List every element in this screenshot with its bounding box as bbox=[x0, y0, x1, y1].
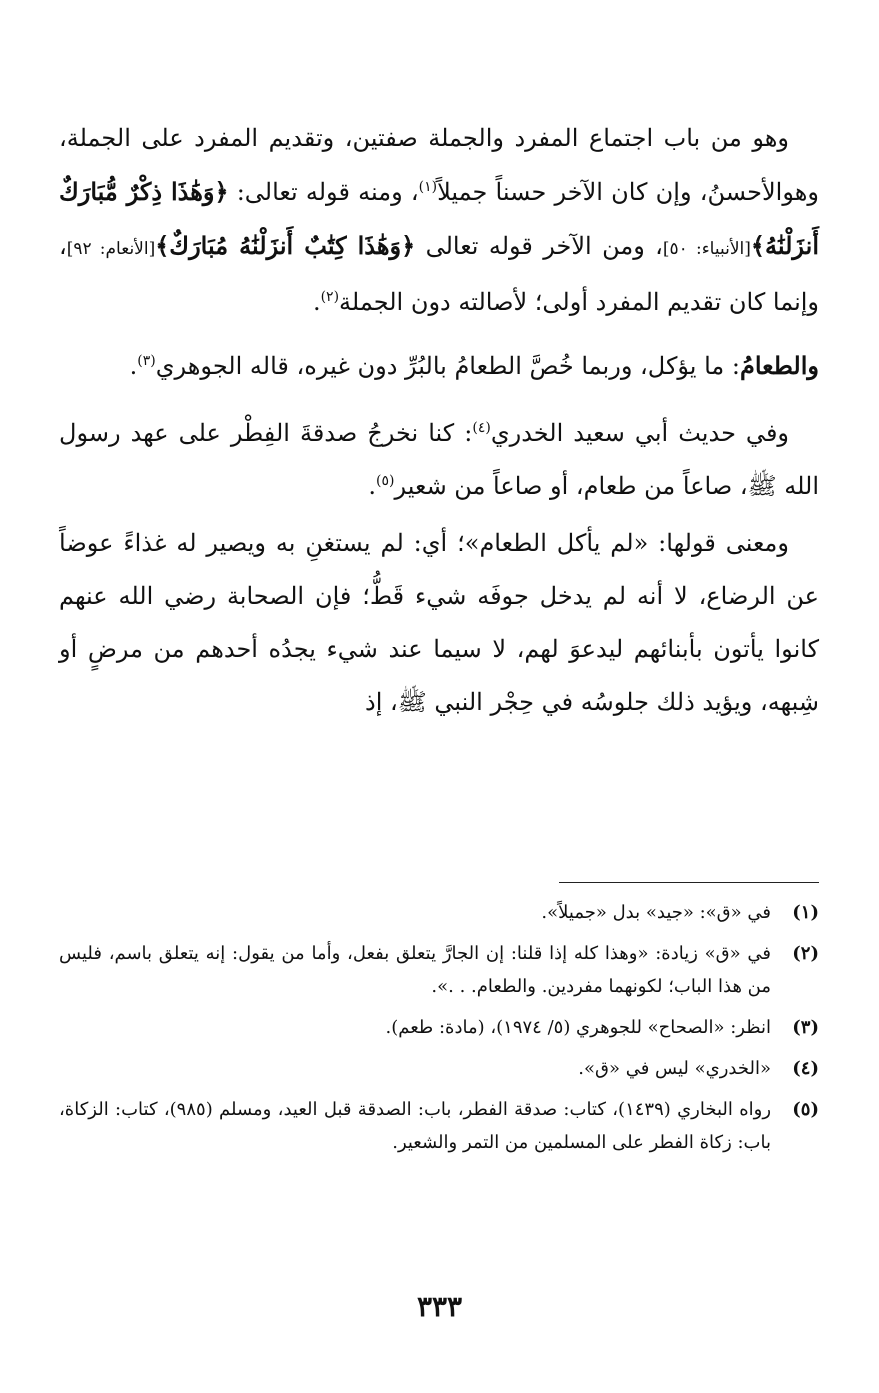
paragraph-text: ، ومنه قوله تعالى: bbox=[228, 178, 419, 206]
quran-verse-2: ﴿وَهَٰذَا كِتَٰبٌ أَنزَلْنَٰهُ مُبَارَكٌ﴾ bbox=[155, 231, 416, 260]
defined-term: والطعامُ bbox=[739, 351, 819, 380]
footnote-4 bbox=[59, 1052, 819, 1085]
footnote-number: (٣) bbox=[792, 1017, 819, 1038]
page-number: ٣٣٣ bbox=[416, 1290, 463, 1323]
footnote-text: في «ق»: «جيد» بدل «جميلاً». bbox=[541, 902, 771, 923]
quran-verse-1: ﴿وَهَٰذَا ذِكْرٌ مُّبَارَكٌ أَنزَلْنَٰهُ﴾ bbox=[59, 177, 819, 260]
paragraph-text: : كنا نخرجُ صدقةَ الفِطْر على عهد رسول الله ﷺ، صاعاً من طعام، أو صاعاً من شعير bbox=[59, 419, 819, 500]
footnote-marker-1[interactable]: (١) bbox=[418, 179, 438, 195]
paragraph-4 bbox=[59, 517, 819, 729]
footnote-number: (٤) bbox=[792, 1058, 819, 1079]
footnote-marker-5[interactable]: (٥) bbox=[376, 473, 395, 489]
paragraph-text: . bbox=[368, 472, 377, 500]
main-text bbox=[59, 112, 819, 743]
paragraph-text: ، ومن الآخر قوله تعالى bbox=[415, 232, 663, 260]
paragraph-3 bbox=[59, 407, 819, 513]
paragraph-text: ومعنى قولها: «لم يأكل الطعام»؛ أي: لم يستغنِ به ويصير له غذاءً عوضاً عن الرضاع، لا أنه لم يدخل جوفَه شيء قَطُّ؛ فإن الصحابة رضي الله عنهم كانوا يأتون بأبنائهم ليدعوَ لهم، لا سيما عند شيء يجدُه أحدهم من مرضٍ أو شِبهه، ويؤيد ذلك جلوسُه في حِجْر النبي ﷺ، إذ bbox=[59, 529, 819, 716]
footnote-marker-3[interactable]: (٣) bbox=[137, 353, 156, 369]
paragraph-2 bbox=[59, 339, 819, 393]
paragraph-text: . bbox=[312, 288, 321, 316]
footnote-text: «الخدري» ليس في «ق». bbox=[578, 1058, 771, 1079]
verse-reference-1: [الأنبياء: ٥٠] bbox=[662, 239, 751, 259]
paragraph-text: ، وإنما كان تقديم المفرد أولى؛ لأصالته دون الجملة bbox=[59, 232, 819, 316]
paragraph-text: وهو من باب اجتماع المفرد والجملة صفتين، وتقديم المفرد على الجملة، وهوالأحسنُ، وإن كان الآخر حسناً جميلاً bbox=[59, 124, 819, 206]
paragraph-text: وفي حديث أبي سعيد الخدري bbox=[490, 419, 790, 447]
footnote-number: (٢) bbox=[792, 943, 819, 964]
footnote-separator bbox=[559, 882, 819, 883]
footnote-2 bbox=[59, 937, 819, 1003]
footnote-number: (٥) bbox=[792, 1099, 819, 1120]
paragraph-text: : ما يؤكل، وربما خُصَّ الطعامُ بالبُرِّ دون غيره، قاله الجوهري bbox=[155, 352, 740, 380]
paragraph-1 bbox=[59, 112, 819, 329]
footnote-1 bbox=[59, 896, 819, 929]
footnote-text: رواه البخاري (١٤٣٩)، كتاب: صدقة الفطر، باب: الصدقة قبل العيد، ومسلم (٩٨٥)، كتاب: الزكاة، باب: زكاة الفطر على المسلمين من التمر والشعير. bbox=[59, 1099, 772, 1153]
footnotes-list bbox=[59, 896, 819, 1167]
footnote-3 bbox=[59, 1011, 819, 1044]
verse-reference-2: [الأنعام: ٩٢] bbox=[66, 239, 156, 259]
footnote-5 bbox=[59, 1093, 819, 1159]
footnote-text: في «ق» زيادة: «وهذا كله إذا قلنا: إن الجارَّ يتعلق بفعل، وأما من يقول: إنه يتعلق باسم، فليس من هذا الباب؛ لكونهما مفردين. والطعام. . .». bbox=[59, 943, 771, 997]
footnote-marker-4[interactable]: (٤) bbox=[472, 420, 491, 436]
footnote-marker-2[interactable]: (٢) bbox=[320, 289, 340, 305]
footnote-text: انظر: «الصحاح» للجوهري (٥/ ١٩٧٤)، (مادة: طعم). bbox=[385, 1017, 771, 1038]
paragraph-text: . bbox=[129, 352, 138, 380]
footnote-number: (١) bbox=[792, 902, 819, 923]
